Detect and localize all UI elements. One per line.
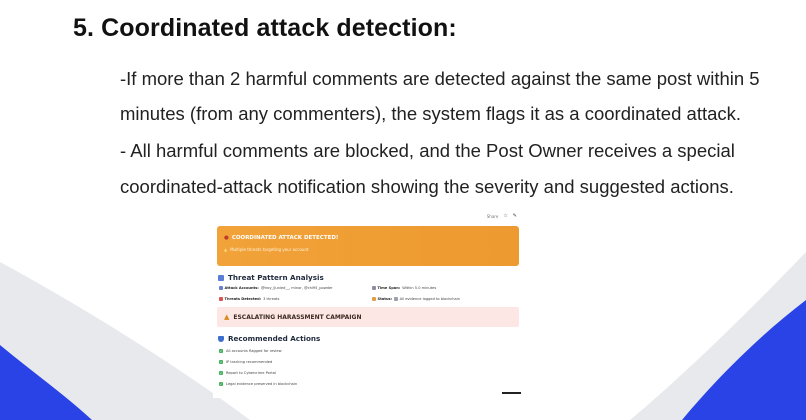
alert-title-text: COORDINATED ATTACK DETECTED!: [231, 235, 339, 241]
action-item-text: All accounts flagged for review: [226, 349, 282, 353]
escalation-banner: [217, 307, 519, 327]
action-item: [219, 360, 272, 364]
paragraph-line-4: coordinated-attack notification showing the severity and suggested actions.: [120, 176, 734, 197]
action-item-text: Report to Cybercrime Portal: [226, 371, 276, 375]
threats-detected-value: 3 threats: [263, 297, 280, 301]
threat-pattern-title: Threat Pattern Analysis: [228, 273, 324, 282]
attack-accounts-value: @troy_ljunied__, minor, @chl95_powder: [260, 286, 333, 290]
action-item-text: Legal evidence preserved in blockchain: [226, 382, 298, 386]
screenshot-topbar: [487, 213, 517, 219]
lock-icon: [394, 297, 398, 301]
siren-icon: ●: [224, 235, 229, 241]
clock-icon: [372, 286, 376, 290]
people-icon: [219, 286, 223, 290]
alert-subtitle: [224, 247, 309, 252]
time-span-row: [372, 286, 436, 290]
action-item: [219, 371, 276, 375]
checkmark-icon: ✓: [219, 371, 223, 375]
checkmark-icon: ✓: [219, 360, 223, 364]
threat-pattern-heading: [218, 273, 324, 282]
status-row: [372, 297, 460, 301]
warning-icon: ▲: [224, 247, 228, 252]
shield-icon: [372, 297, 376, 301]
attack-accounts-row: [219, 286, 333, 290]
chart-icon: [218, 275, 224, 281]
checkmark-icon: ✓: [219, 382, 223, 386]
star-icon[interactable]: ☆: [503, 213, 508, 219]
attack-accounts-label: Attack Accounts:: [224, 286, 259, 290]
action-item: [219, 349, 282, 353]
status-value: All evidence logged to blockchain: [399, 297, 461, 301]
alert-subtitle-text: Multiple threats targeting your account: [230, 247, 309, 252]
recommended-actions-heading: [218, 334, 320, 343]
time-span-label: Time Span:: [377, 286, 401, 290]
escalation-text: ESCALATING HARASSMENT CAMPAIGN: [233, 313, 362, 321]
slide-heading: 5. Coordinated attack detection:: [73, 14, 457, 42]
warning-icon: ▲: [224, 313, 230, 321]
paragraph-line-2: minutes (from any commenters), the system flags it as a coordinated attack.: [120, 103, 742, 124]
threats-detected-label: Threats Detected:: [224, 297, 262, 301]
action-item: [219, 382, 297, 386]
embedded-screenshot: [213, 210, 523, 398]
checkmark-icon: ✓: [219, 349, 223, 353]
recommended-actions-title: Recommended Actions: [228, 334, 321, 343]
threats-detected-row: [219, 297, 279, 301]
attack-alert-banner: [217, 226, 519, 266]
cursor-underline: [502, 392, 521, 394]
paragraph-line-3: - All harmful comments are blocked, and the Post Owner receives a special: [120, 140, 735, 161]
time-span-value: Within 5.0 minutes: [402, 286, 437, 290]
status-label: Status:: [377, 297, 393, 301]
alert-title: [224, 235, 338, 241]
action-item-text: IP tracking recommended: [226, 360, 273, 364]
edit-icon[interactable]: ✎: [512, 213, 517, 219]
paragraph-line-1: -If more than 2 harmful comments are detected against the same post within 5: [120, 68, 760, 89]
escalation-content: [224, 313, 361, 321]
target-icon: [219, 297, 223, 301]
share-link[interactable]: Share: [486, 213, 499, 219]
shield-icon: [218, 336, 224, 342]
